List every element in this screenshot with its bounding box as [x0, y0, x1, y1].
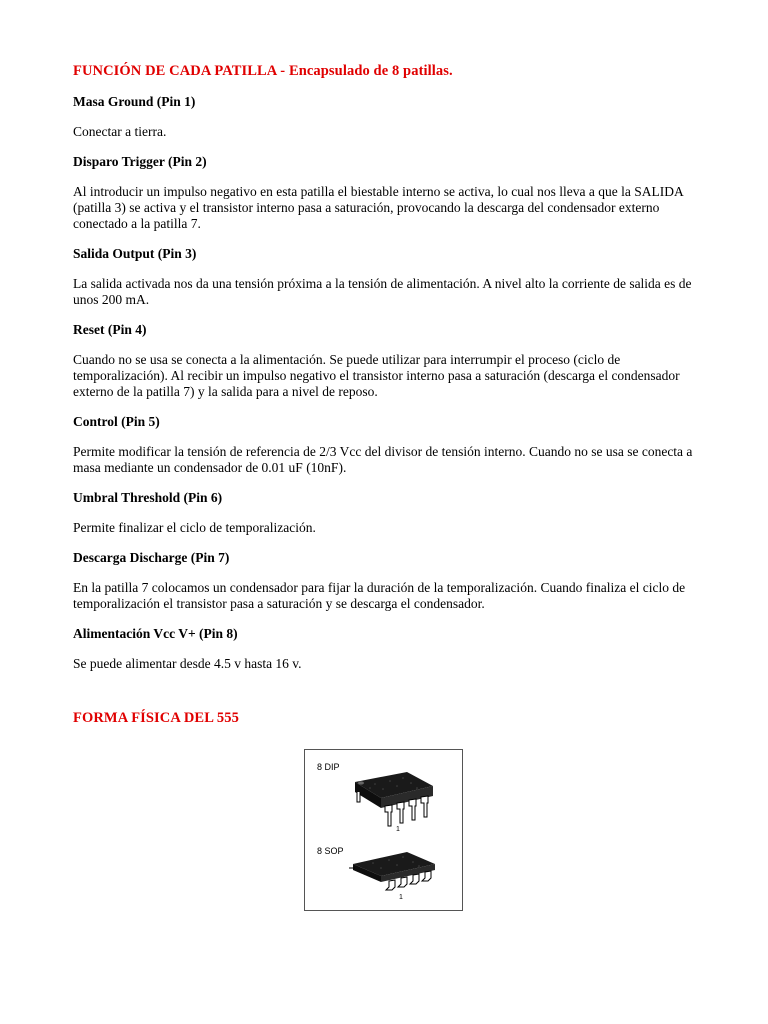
pin3-description: La salida activada nos da una tensión próxima a la tensión de alimentación. A nivel alto la corriente de salida es de unos 200 mA. [73, 276, 692, 307]
sop-package-image [345, 846, 445, 902]
section-title-pin-function: FUNCIÓN DE CADA PATILLA - Encapsulado de 8 patillas. [73, 63, 453, 79]
dip-label: 8 DIP [317, 762, 340, 772]
pin2-heading: Disparo Trigger (Pin 2) [73, 154, 207, 169]
sop-pin1-label: 1 [399, 894, 403, 901]
pin5-heading: Control (Pin 5) [73, 414, 160, 429]
ic-package-figure [304, 749, 463, 911]
dip-package-image [345, 764, 445, 836]
pin4-heading: Reset (Pin 4) [73, 322, 147, 337]
sop-label: 8 SOP [317, 846, 344, 856]
pin7-heading: Descarga Discharge (Pin 7) [73, 550, 230, 565]
pin6-description: Permite finalizar el ciclo de temporalización. [73, 520, 316, 535]
pin2-description: Al introducir un impulso negativo en esta patilla el biestable interno se activa, lo cual nos lleva a que la SALIDA (patilla 3) se activa y el transistor interno pasa a saturación, provocando la descarga del condensador externo conectado a la patilla 7. [73, 184, 683, 231]
pin8-description: Se puede alimentar desde 4.5 v hasta 16 v. [73, 656, 302, 671]
dip-pin1-label: 1 [396, 826, 400, 833]
pin5-description: Permite modificar la tensión de referencia de 2/3 Vcc del divisor de tensión interno. Cuando no se usa se conecta a masa mediante un condensador de 0.01 uF (10nF). [73, 444, 693, 475]
section-title-physical-form: FORMA FÍSICA DEL 555 [73, 710, 239, 726]
pin6-heading: Umbral Threshold (Pin 6) [73, 490, 223, 505]
document-body [73, 62, 703, 727]
pin8-heading: Alimentación Vcc V+ (Pin 8) [73, 626, 238, 641]
pin1-heading: Masa Ground (Pin 1) [73, 94, 196, 109]
pin3-heading: Salida Output (Pin 3) [73, 246, 197, 261]
pin4-description: Cuando no se usa se conecta a la alimentación. Se puede utilizar para interrumpir el proceso (ciclo de temporalización). Al recibir un impulso negativo el transistor interno pasa a saturación (descarga el condensador externo de la patilla 7) y la salida para a nivel de reposo. [73, 352, 680, 399]
pin1-description: Conectar a tierra. [73, 124, 167, 139]
pin7-description: En la patilla 7 colocamos un condensador para fijar la duración de la temporalización. Cuando finaliza el ciclo de temporalización el transistor pasa a saturación y se descarga el condensador. [73, 580, 686, 611]
